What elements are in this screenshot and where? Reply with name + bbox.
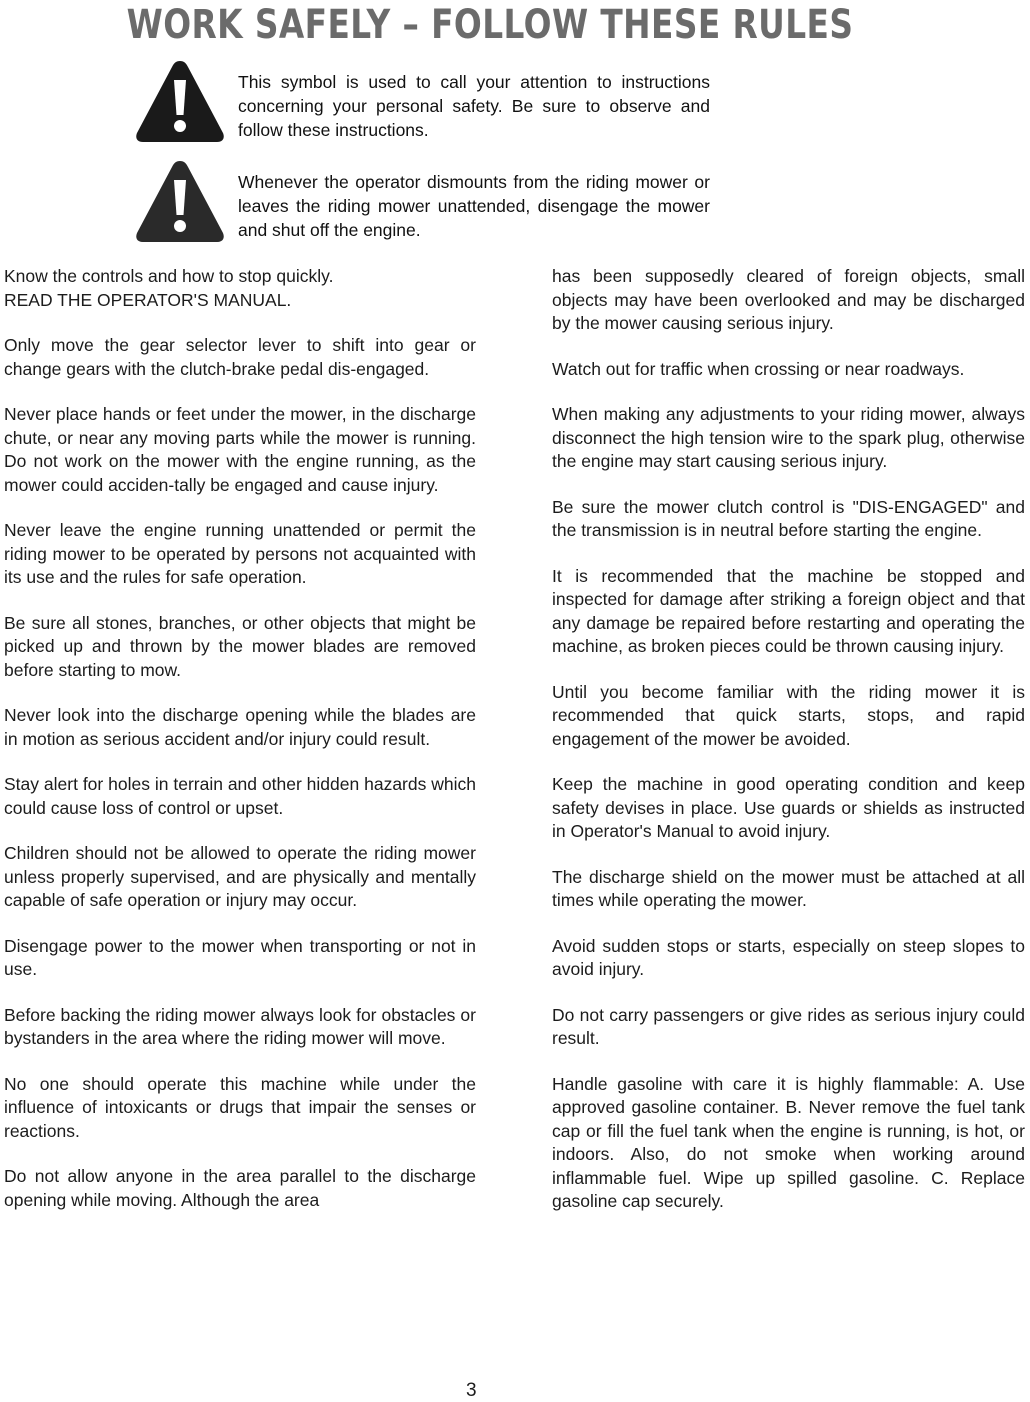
- rule-paragraph: Stay alert for holes in terrain and other hidden hazards which could cause loss of control or upset.: [4, 774, 476, 818]
- rule-paragraph: [4, 265, 476, 312]
- notice-text: This symbol is used to call your attention to instructions concerning your personal safety. Be sure to observe and follow these instructions.: [238, 72, 710, 140]
- rule-paragraph: When making any adjustments to your riding mower, always disconnect the high tension wire to the spark plug, otherwise the engine may start causing serious injury.: [552, 404, 1025, 471]
- right-column: [552, 265, 1025, 1236]
- rule-paragraph: Avoid sudden stops or starts, especially on steep slopes to avoid injury.: [552, 935, 1025, 979]
- rule-paragraph: Never look into the discharge opening while the blades are in motion as serious accident and/or injury could result.: [4, 705, 476, 749]
- rule-paragraph: Watch out for traffic when crossing or near roadways.: [552, 358, 965, 379]
- notice-text: Whenever the operator dismounts from the riding mower or leaves the riding mower unattended, disengage the mower and shut off the engine.: [238, 172, 710, 240]
- rule-paragraph: Keep the machine in good operating condition and keep safety devises in place. Use guards or shields as instructed in Operator's Manual to avoid injury.: [552, 774, 1025, 841]
- rule-paragraph: No one should operate this machine while under the influence of intoxicants or drugs that impair the senses or reactions.: [4, 1073, 476, 1141]
- rule-paragraph: Until you become familiar with the riding mower it is recommended that quick starts, stops, and rapid engagement of the mower be avoided.: [552, 681, 1025, 749]
- rule-paragraph: It is recommended that the machine be stopped and inspected for damage after striking a foreign object and that any damage be repaired before restarting and operating the machine, as broken pieces could be thrown causing injury.: [552, 565, 1025, 656]
- rule-paragraph: Never leave the engine running unattended or permit the riding mower to be operated by persons not acquainted with its use and the rules for safe operation.: [4, 520, 476, 587]
- rule-text: Know the controls and how to stop quickly.: [4, 266, 334, 286]
- rule-paragraph: Do not allow anyone in the area parallel to the discharge opening while moving. Although the area: [4, 1166, 476, 1210]
- left-column: [4, 265, 476, 1234]
- rule-paragraph: has been supposedly cleared of foreign objects, small objects may have been overlooked and may be discharged by the mower causing serious injury.: [552, 266, 1025, 333]
- rule-paragraph: Before backing the riding mower always look for obstacles or bystanders in the area where the riding mower will move.: [4, 1004, 476, 1048]
- manual-reference: READ THE OPERATOR'S MANUAL.: [4, 289, 292, 310]
- page-number: 3: [466, 1380, 477, 1401]
- dismount-notice: [135, 158, 715, 246]
- rule-paragraph: The discharge shield on the mower must be attached at all times while operating the mower.: [552, 866, 1025, 910]
- rule-paragraph: Be sure all stones, branches, or other objects that might be picked up and thrown by the mower blades are removed before starting to mow.: [4, 612, 476, 680]
- page-title: WORK SAFELY – FOLLOW THESE RULES: [126, 2, 854, 48]
- warning-triangle-icon: [135, 58, 225, 144]
- safety-symbol-notice: [135, 58, 715, 146]
- rule-paragraph: Disengage power to the mower when transporting or not in use.: [4, 935, 476, 979]
- warning-triangle-icon: [135, 158, 225, 244]
- rule-paragraph: Be sure the mower clutch control is "DIS-ENGAGED" and the transmission is in neutral before starting the engine.: [552, 496, 1025, 540]
- rule-paragraph: Never place hands or feet under the mower, in the discharge chute, or near any moving parts while the mower is running. Do not work on the mower with the engine running, as the mower could acciden-tally be engaged and cause injury.: [4, 404, 476, 495]
- rule-paragraph: Handle gasoline with care it is highly flammable: A. Use approved gasoline container. B. Never remove the fuel tank cap or fill the fuel tank when the engine is running, is hot, or indoors. Also, do not smoke when working around inflammable fuel. Wipe up spilled gasoline. C. Replace gasoline cap securely.: [552, 1073, 1025, 1211]
- rule-paragraph: Children should not be allowed to operate the riding mower unless properly supervised, and are physically and mentally capable of safe operation or injury may occur.: [4, 843, 476, 910]
- rule-paragraph: Do not carry passengers or give rides as serious injury could result.: [552, 1004, 1025, 1048]
- rule-paragraph: Only move the gear selector lever to shift into gear or change gears with the clutch-brake pedal dis-engaged.: [4, 335, 476, 379]
